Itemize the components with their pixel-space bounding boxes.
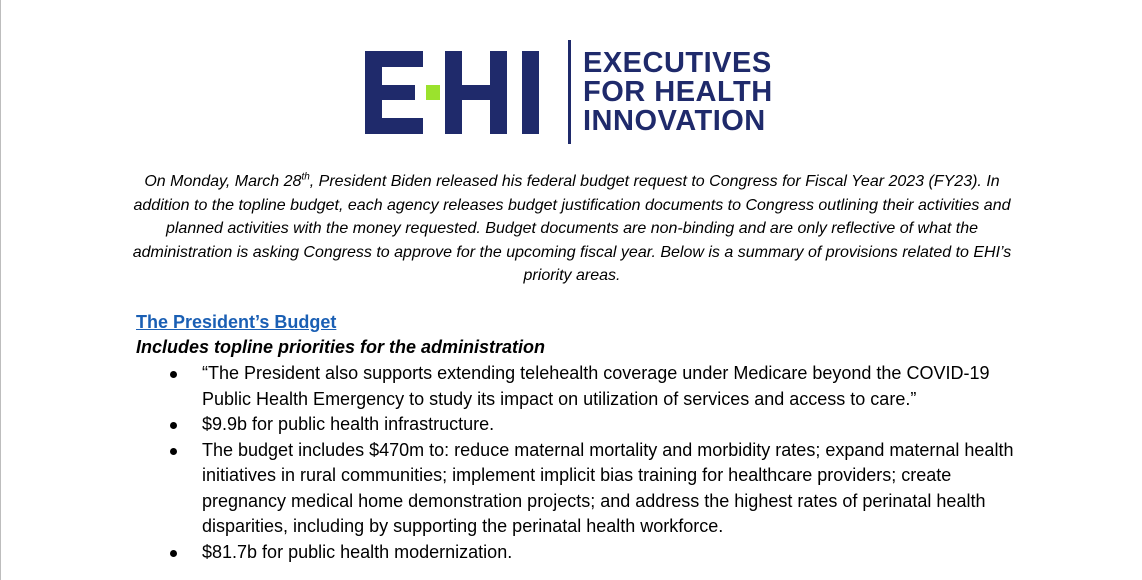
bullet-text: $9.9b for public health infrastructure. [202,414,495,434]
ehi-logo-mark [365,51,557,134]
logo-word-2: FOR HEALTH [583,76,773,108]
logo-divider [568,40,571,144]
bullet-icon [170,371,177,378]
bullet-text: $81.7b for public health modernization. [202,541,513,562]
intro-paragraph [118,170,1026,288]
bullet-text: “The President also supports extending telehealth coverage under Medicare beyond the COVID-19 Public Health Emergency to study its impact on utilization of services and access to care.” [202,363,990,409]
bullet-icon [170,550,177,557]
bullet-list [164,361,1024,565]
logo-word-3: INNOVATION [583,105,766,137]
bullet-text: The budget includes $470m to: reduce maternal mortality and morbidity rates; expand maternal health initiatives in rural communities; implement implicit bias training for healthcare providers; create pregnancy medical home demonstration projects; and address the highest rates of perinatal health disparities, including by supporting the perinatal health workforce. [202,439,1014,536]
intro-text-start: On Monday, March 28 [144,173,302,190]
logo-word-1: EXECUTIVES [583,47,772,79]
logo-wordmark [583,49,813,136]
bullet-item [164,540,1024,566]
bullet-item [164,438,1024,540]
intro-superscript: th [301,171,310,183]
intro-text-rest: , President Biden released his federal budget request to Congress for Fiscal Year 2023 (FY23). In addition to the topline budget, each agency releases budget justification documents to Congress outlining their activities and planned activities with the money requested. Budget documents are non-binding and are only reflective of what the administration is asking Congress to approve for the upcoming fiscal year. Below is a summary of provisions related to EHI’s priority areas. [132,173,1012,284]
bullet-item [164,412,1024,438]
bullet-icon [170,448,177,455]
section-subheading: Includes topline priorities for the administration [136,337,546,357]
bullet-icon [170,422,177,429]
page-edge-rule [0,0,1,580]
section-heading-link[interactable]: The President’s Budget [136,312,337,332]
bullet-item [164,361,1024,412]
